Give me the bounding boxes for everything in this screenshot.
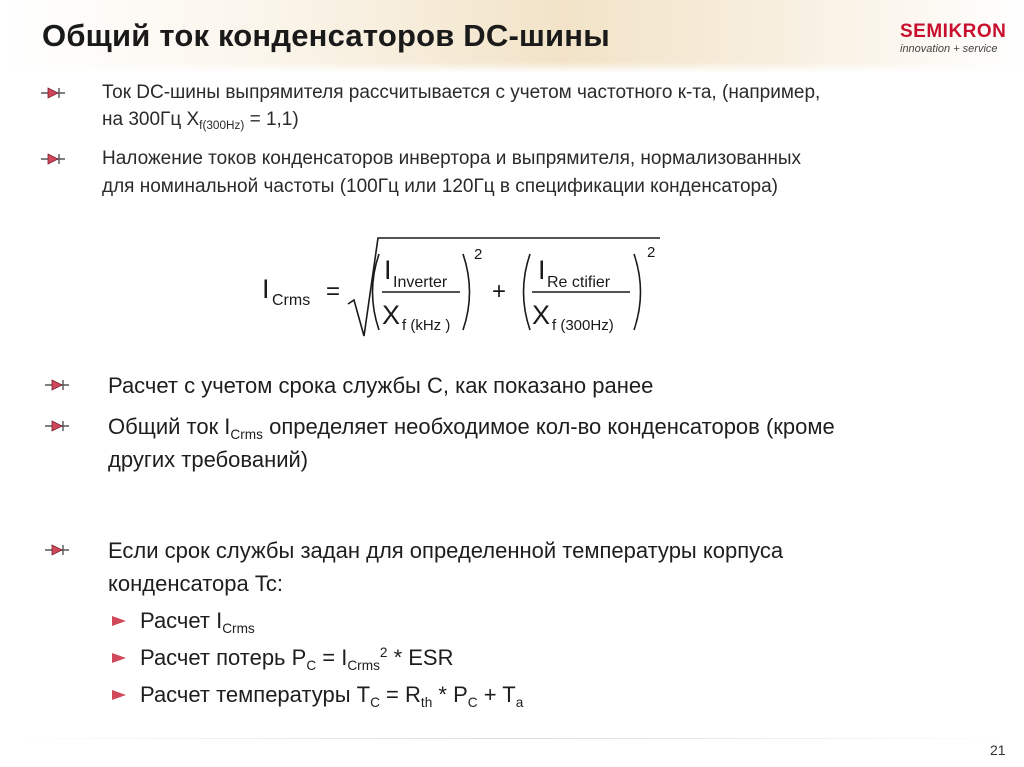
subscript: C: [306, 657, 317, 673]
bullet-text-line: конденсатора Tc:: [108, 571, 283, 596]
icrms-formula: [262, 232, 682, 342]
term1-denominator: X: [382, 300, 401, 330]
sub-bullet-text: [140, 604, 255, 637]
triangle-bullet-icon: [110, 614, 128, 628]
term2-denominator: X: [532, 300, 551, 330]
term2-numerator-sub: Re ctifier: [547, 274, 611, 291]
term1-numerator: I: [384, 255, 392, 285]
text-fragment: + T: [477, 682, 516, 707]
bullet-text-line: [102, 107, 299, 133]
bullet-text-line: Наложение токов конденсаторов инвертора и выпрямителя, нормализованных: [102, 148, 802, 169]
left-paren: [524, 254, 531, 330]
formula-plus: +: [492, 278, 507, 305]
right-paren: [463, 254, 470, 330]
page-number: 21: [990, 742, 1006, 758]
text-fragment: = R: [379, 682, 421, 707]
formula-lhs-sub: Crms: [272, 292, 311, 309]
triangle-bullet-icon: [110, 651, 128, 665]
bullet-text-line: Если срок службы задан для определенной температуры корпуса: [108, 538, 784, 563]
term2-denominator-sub: f (300Hz): [552, 317, 614, 334]
arrow-bullet-icon: [44, 543, 70, 557]
subscript: C: [467, 694, 478, 710]
subscript: th: [420, 694, 433, 710]
term2-exponent: 2: [647, 244, 656, 261]
text-fragment: на 300Гц X: [102, 109, 200, 130]
text-fragment: определяет необходимое кол-во конденсаторов (кроме: [262, 414, 835, 439]
term1-denominator-sub: f (kHz ): [402, 317, 451, 334]
formula-lhs: I: [262, 274, 270, 304]
right-paren: [634, 254, 641, 330]
text-fragment: * P: [432, 682, 468, 707]
bullet-text-line: [108, 410, 835, 443]
text-fragment: = I: [316, 645, 348, 670]
subscript: Crms: [347, 657, 380, 673]
text-fragment: Расчет потерь P: [140, 645, 307, 670]
sub-bullet-text: [140, 678, 523, 711]
footer-divider: [0, 738, 1024, 739]
term1-numerator-sub: Inverter: [393, 274, 448, 291]
arrow-bullet-icon: [40, 152, 66, 166]
subscript: f(300Hz): [199, 119, 245, 133]
text-fragment: Общий ток I: [108, 414, 231, 439]
formula-equals: =: [326, 278, 341, 305]
term2-numerator: I: [538, 255, 546, 285]
subscript: a: [515, 694, 524, 710]
logo-tagline: innovation + service: [900, 43, 998, 55]
bullet-text-line: для номинальной частоты (100Гц или 120Гц в спецификации конденсатора): [102, 176, 778, 197]
bullet-text-line: Расчет с учетом срока службы C, как показано ранее: [108, 373, 654, 398]
text-fragment: Расчет I: [140, 608, 223, 633]
semikron-logo: [900, 21, 1007, 62]
subscript: C: [370, 694, 380, 710]
term1-exponent: 2: [474, 246, 483, 263]
text-fragment: * ESR: [387, 645, 454, 670]
text-fragment: = 1,1): [244, 109, 299, 130]
arrow-bullet-icon: [44, 378, 70, 392]
subscript: Crms: [222, 620, 255, 636]
bullet-text-line: других требований): [108, 447, 309, 472]
sub-bullet-text: [140, 641, 454, 674]
logo-name: SEMIKRON: [900, 21, 1007, 42]
subscript: Crms: [230, 426, 263, 442]
slide-title: Общий ток конденсаторов DC-шины: [42, 18, 610, 53]
triangle-bullet-icon: [110, 688, 128, 702]
bullet-text-line: Ток DC-шины выпрямителя рассчитывается с учетом частотного к-та, (например,: [102, 82, 821, 103]
arrow-bullet-icon: [44, 419, 70, 433]
text-fragment: Расчет температуры T: [140, 682, 371, 707]
arrow-bullet-icon: [40, 86, 66, 100]
superscript: 2: [379, 644, 388, 660]
